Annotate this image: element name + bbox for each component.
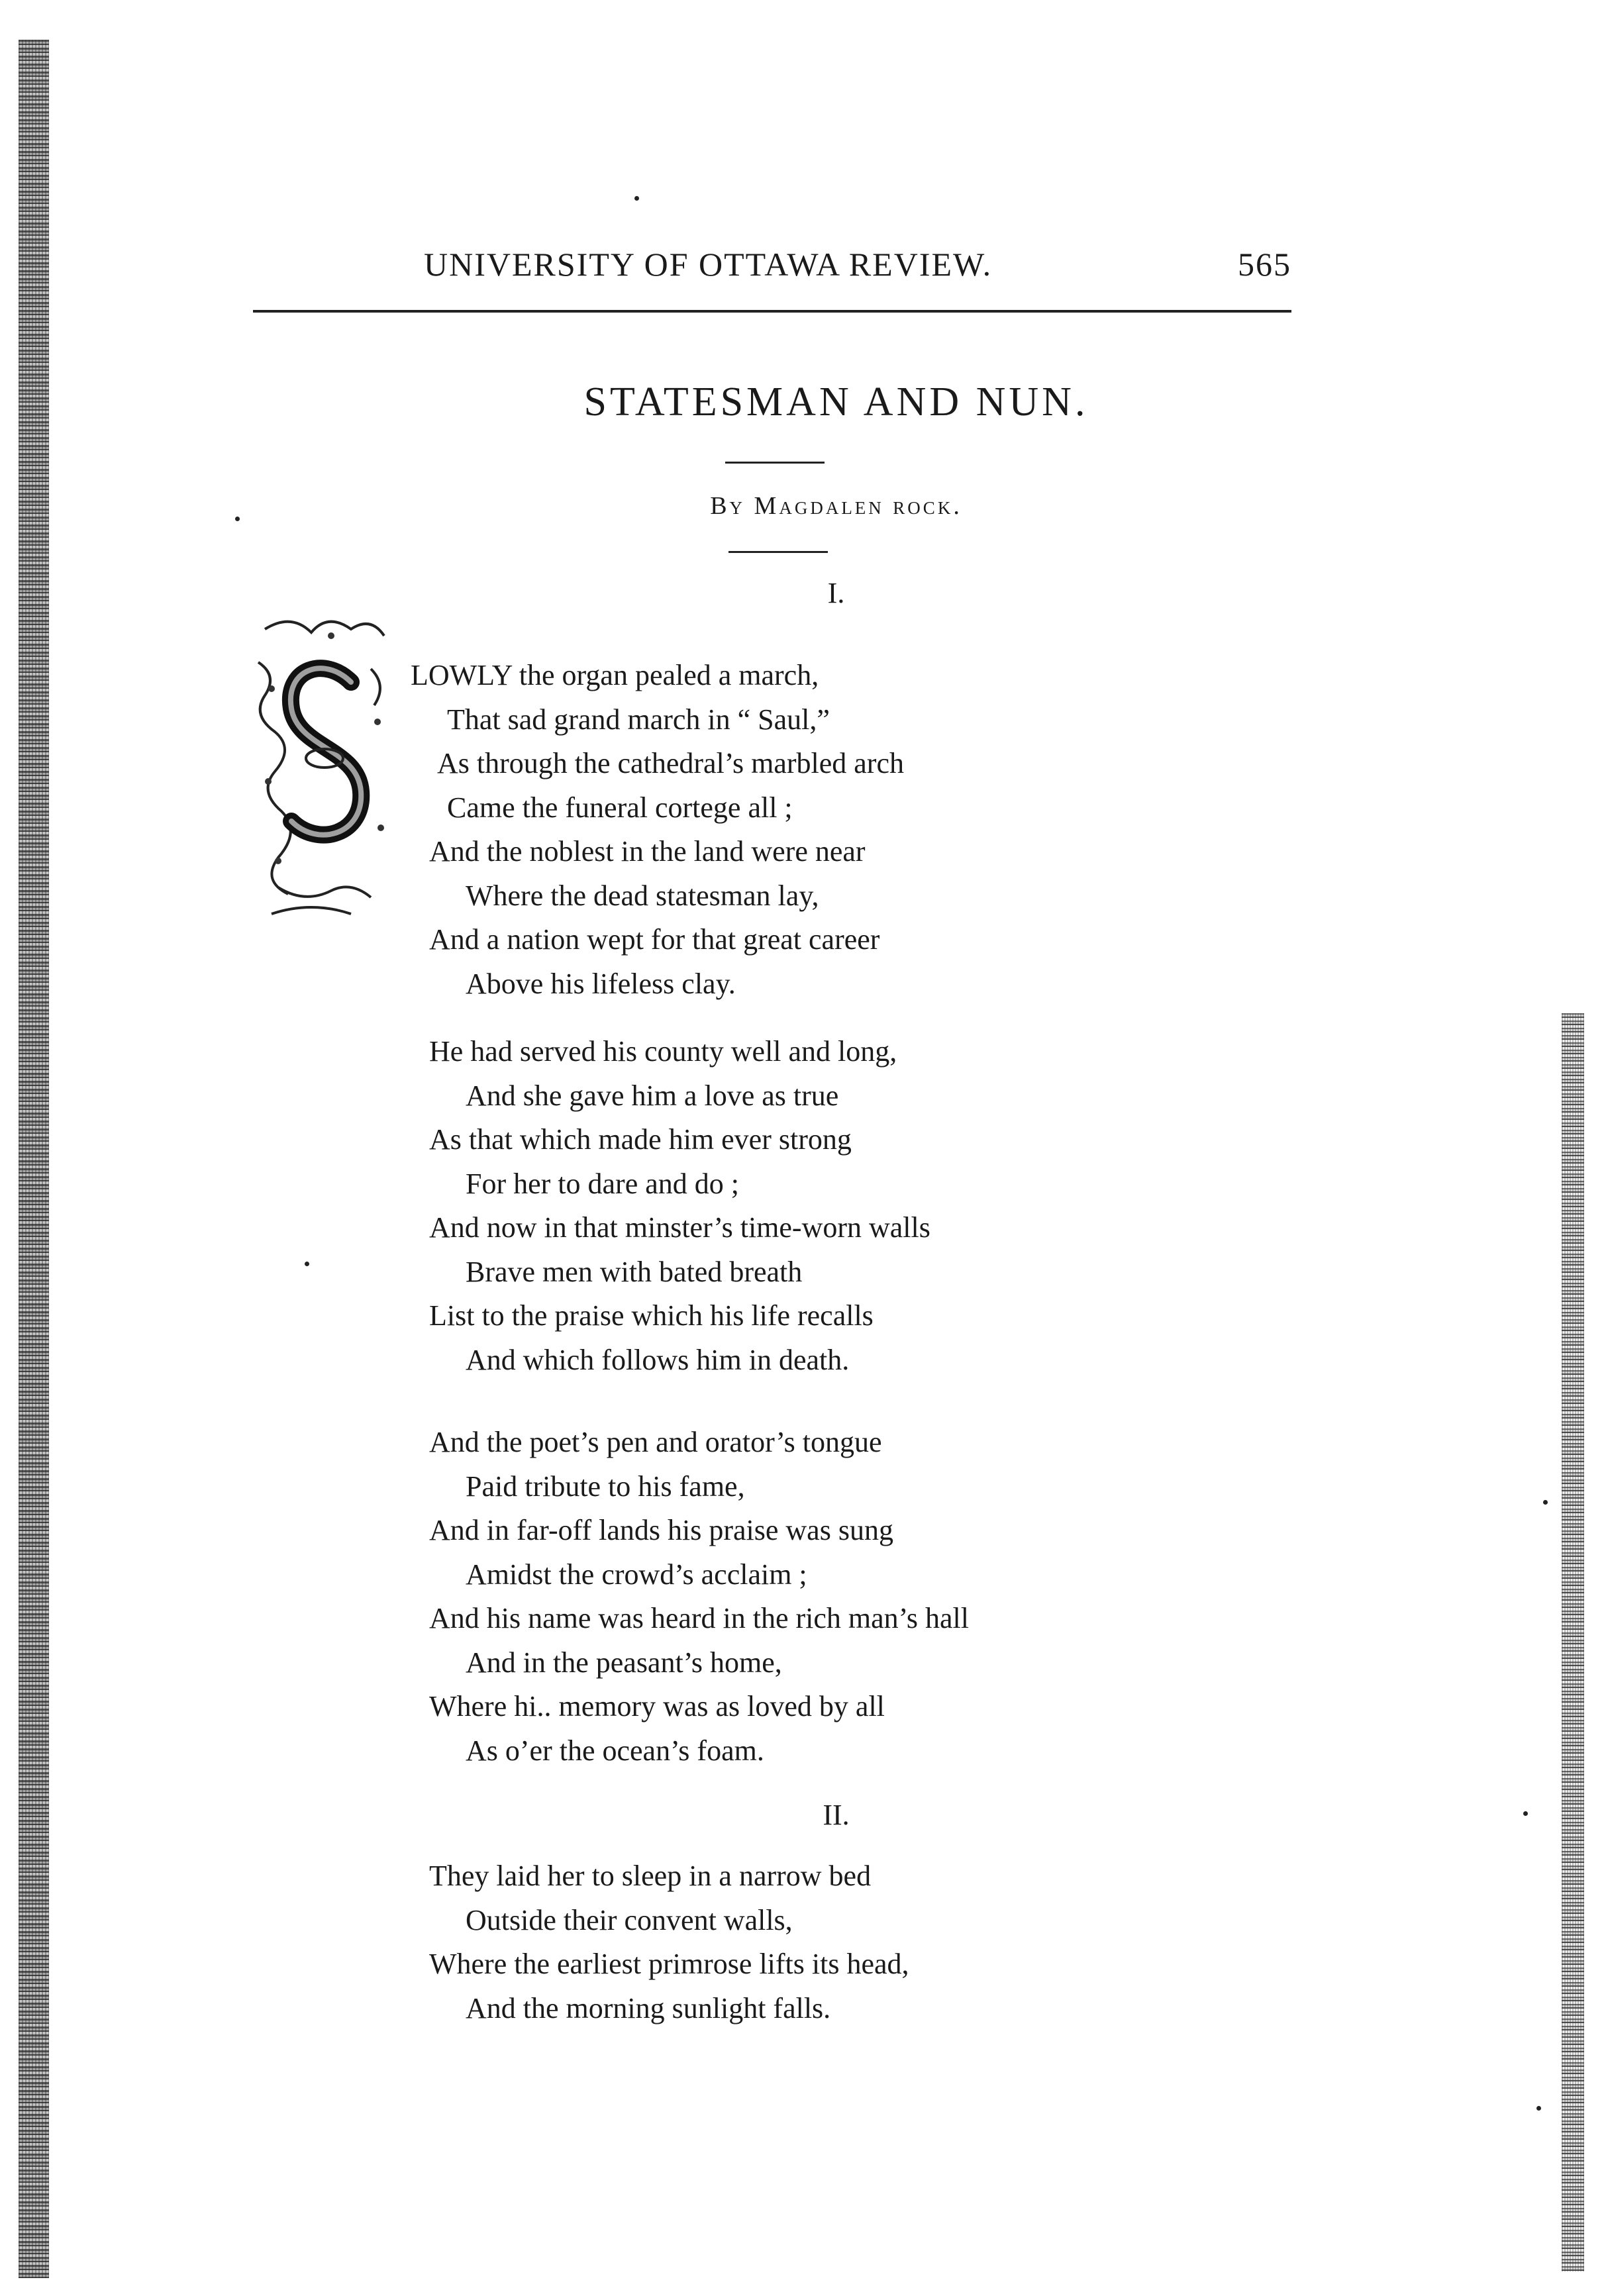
stanza-2 bbox=[429, 1030, 930, 1382]
verse-line: As that which made him ever strong bbox=[429, 1123, 852, 1156]
title-rule bbox=[725, 462, 825, 464]
verse-line: And his name was heard in the rich man’s hall bbox=[429, 1602, 970, 1634]
stanza-3 bbox=[429, 1421, 969, 1773]
byline-rule bbox=[728, 551, 828, 553]
scanned-page-edge-right bbox=[1562, 1013, 1584, 2271]
verse-line: That sad grand march in “ Saul,” bbox=[447, 703, 830, 736]
verse-line: LOWLY the organ pealed a march, bbox=[411, 659, 819, 691]
section-number: II. bbox=[823, 1799, 850, 1831]
verse-line: He had served his county well and long, bbox=[429, 1035, 897, 1068]
verse-line: And the noblest in the land were near bbox=[429, 835, 866, 868]
verse-line: And now in that minster’s time-worn walls bbox=[429, 1211, 930, 1244]
verse-line: Paid tribute to his fame, bbox=[466, 1470, 745, 1503]
verse-line: Outside their convent walls, bbox=[466, 1903, 793, 1936]
stanza-4 bbox=[429, 1854, 909, 2030]
verse-line: As o’er the ocean’s foam. bbox=[466, 1734, 764, 1767]
verse-line: And the poet’s pen and orator’s tongue bbox=[429, 1426, 882, 1458]
verse-line: Amidst the crowd’s acclaim ; bbox=[466, 1558, 807, 1591]
verse-line: Where the dead statesman lay, bbox=[466, 879, 819, 912]
page-number: 565 bbox=[1238, 246, 1291, 283]
verse-line: And in the peasant’s home, bbox=[466, 1646, 782, 1679]
verse-line: For her to dare and do ; bbox=[466, 1167, 739, 1200]
verse-line: And a nation wept for that great career bbox=[429, 923, 880, 956]
verse-line: Brave men with bated breath bbox=[466, 1255, 803, 1288]
section-number: I. bbox=[827, 577, 845, 609]
verse-line: Where the earliest primrose lifts its head, bbox=[429, 1948, 909, 1980]
speck bbox=[305, 1262, 309, 1266]
verse-line: Came the funeral cortege all ; bbox=[447, 791, 793, 824]
verse-line: Where hi.. memory was as loved by all bbox=[429, 1690, 885, 1722]
poem-title: STATESMAN AND NUN. bbox=[583, 379, 1089, 424]
speck bbox=[1543, 1500, 1548, 1505]
speck bbox=[634, 196, 639, 201]
ornamental-dropcap-s-icon bbox=[252, 609, 394, 927]
page-header bbox=[424, 245, 1291, 285]
stanza-1 bbox=[411, 654, 904, 830]
scanned-page-edge-left bbox=[19, 40, 49, 2278]
verse-line: As through the cathedral’s marbled arch bbox=[437, 747, 904, 779]
verse-line: And she gave him a love as true bbox=[466, 1079, 839, 1112]
verse-line: And the morning sunlight falls. bbox=[466, 1991, 831, 2024]
verse-line: They laid her to sleep in a narrow bed bbox=[429, 1860, 872, 1892]
header-rule bbox=[253, 310, 1291, 313]
speck bbox=[1536, 2106, 1541, 2111]
verse-line: List to the praise which his life recalls bbox=[429, 1299, 874, 1332]
verse-line: And in far-off lands his praise was sung bbox=[429, 1514, 893, 1546]
byline: By Magdalen rock. bbox=[710, 492, 962, 520]
running-title: UNIVERSITY OF OTTAWA REVIEW. bbox=[424, 246, 993, 283]
stanza-1-continued bbox=[429, 830, 879, 1006]
verse-line: Above his lifeless clay. bbox=[466, 967, 736, 1000]
verse-line: And which follows him in death. bbox=[466, 1343, 850, 1376]
